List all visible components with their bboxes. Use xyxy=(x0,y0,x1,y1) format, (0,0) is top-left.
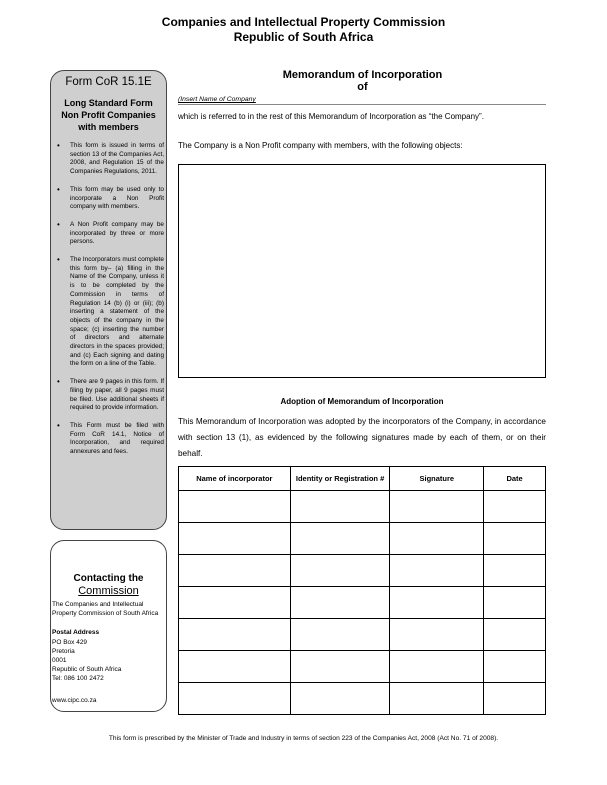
cell[interactable] xyxy=(390,619,484,651)
contact-intro: The Companies and Intellectual Property Commission of South Africa xyxy=(52,601,159,617)
subtitle-line: Non Profit Companies xyxy=(61,110,156,120)
cell[interactable] xyxy=(484,523,546,555)
cell[interactable] xyxy=(484,555,546,587)
footer-note: This form is prescribed by the Minister of Trade and Industry in terms of section 223 of the Companies Act, 2008 (Act No. 71 of 2008). xyxy=(108,735,499,742)
cell[interactable] xyxy=(290,683,390,715)
company-name-field-label: (Insert Name of Company xyxy=(178,96,256,103)
postal-address xyxy=(52,638,165,683)
header-date: Date xyxy=(484,467,546,491)
form-subtitle xyxy=(50,97,167,133)
note-item: • The Incorporators must complete this form by– (a) filling in the Name of the Company, unless it is to be completed by the Commission in terms of Regulation 14 (b) (i) or (iii); (b) inserting a statement of the objects of the company in the space; (c) inserting the number of directors and alternate directors in the spaces provided; and (c) Each signing and dating the form on a line of the Table. xyxy=(56,256,164,369)
table-row xyxy=(179,619,546,651)
cell[interactable] xyxy=(290,523,390,555)
note-item: • This form is issued in terms of section 13 of the Companies Act, 2008, and Regulation 15 of the Companies Regulations, 2011. xyxy=(56,142,164,177)
cell[interactable] xyxy=(290,587,390,619)
postal-line: PO Box 429 xyxy=(52,639,88,646)
postal-line: Republic of South Africa xyxy=(52,666,122,673)
cell[interactable] xyxy=(179,587,291,619)
cell[interactable] xyxy=(390,683,484,715)
referred-text: which is referred to in the rest of this Memorandum of Incorporation as “the Company”. xyxy=(178,112,484,121)
header-line-1: Companies and Intellectual Property Commission xyxy=(161,15,446,29)
form-code: Form CoR 15.1E xyxy=(65,76,152,88)
website-link[interactable]: www.cipc.co.za xyxy=(52,697,97,704)
cell[interactable] xyxy=(484,619,546,651)
table-row xyxy=(179,523,546,555)
postal-line: Pretoria xyxy=(52,648,75,655)
table-row xyxy=(179,491,546,523)
cell[interactable] xyxy=(484,683,546,715)
objects-input-box[interactable] xyxy=(178,164,546,378)
cell[interactable] xyxy=(179,555,291,587)
memorandum-title: Memorandum of Incorporation xyxy=(282,69,443,81)
cell[interactable] xyxy=(390,651,484,683)
table-row xyxy=(179,651,546,683)
cell[interactable] xyxy=(390,523,484,555)
cell[interactable] xyxy=(390,587,484,619)
table-row xyxy=(179,587,546,619)
cell[interactable] xyxy=(484,491,546,523)
contact-panel xyxy=(50,540,167,712)
header-name: Name of incorporator xyxy=(179,467,291,491)
cell[interactable] xyxy=(179,683,291,715)
subtitle-line: with members xyxy=(78,122,139,132)
note-item: • This form may be used only to incorporate a Non Profit company with members. xyxy=(56,186,164,212)
cell[interactable] xyxy=(179,651,291,683)
cell[interactable] xyxy=(390,555,484,587)
postal-line: Tel: 086 100 2472 xyxy=(52,675,104,682)
cell[interactable] xyxy=(179,619,291,651)
adoption-text: This Memorandum of Incorporation was adopted by the incorporators of the Company, in accordance with section 13 (1), as evidenced by the following signatures made by each of them, or on their behalf. xyxy=(178,417,546,458)
company-name-field[interactable] xyxy=(178,104,546,105)
cell[interactable] xyxy=(484,651,546,683)
postal-address-label: Postal Address xyxy=(52,629,100,636)
note-item: • There are 9 pages in this form. If filing by paper, all 9 pages must be filed. Use additional sheets if required to provide information. xyxy=(56,378,164,413)
subtitle-line: Long Standard Form xyxy=(64,98,153,108)
table-row xyxy=(179,683,546,715)
cell[interactable] xyxy=(179,491,291,523)
adoption-title: Adoption of Memorandum of Incorporation xyxy=(280,397,444,406)
note-item: • This Form must be filed with Form CoR 14.1, Notice of Incorporation, and required annexures and fees. xyxy=(56,422,164,457)
note-item: • A Non Profit company may be incorporated by three or more persons. xyxy=(56,221,164,247)
cell[interactable] xyxy=(290,619,390,651)
header-identity: Identity or Registration # xyxy=(290,467,390,491)
contact-title: Contacting the xyxy=(73,573,144,584)
objects-text: The Company is a Non Profit company with members, with the following objects: xyxy=(178,141,463,150)
contact-title-commission: Commission xyxy=(78,585,139,597)
cell[interactable] xyxy=(390,491,484,523)
memorandum-title-of: of xyxy=(357,81,368,93)
cell[interactable] xyxy=(290,491,390,523)
cell[interactable] xyxy=(290,555,390,587)
cell[interactable] xyxy=(179,523,291,555)
sidebar-notes-list xyxy=(56,142,164,466)
signature-table xyxy=(178,466,546,715)
cell[interactable] xyxy=(290,651,390,683)
cell[interactable] xyxy=(484,587,546,619)
table-header-row xyxy=(179,467,546,491)
table-row xyxy=(179,555,546,587)
header-signature: Signature xyxy=(390,467,484,491)
header-line-2: Republic of South Africa xyxy=(233,30,374,44)
postal-line: 0001 xyxy=(52,657,67,664)
